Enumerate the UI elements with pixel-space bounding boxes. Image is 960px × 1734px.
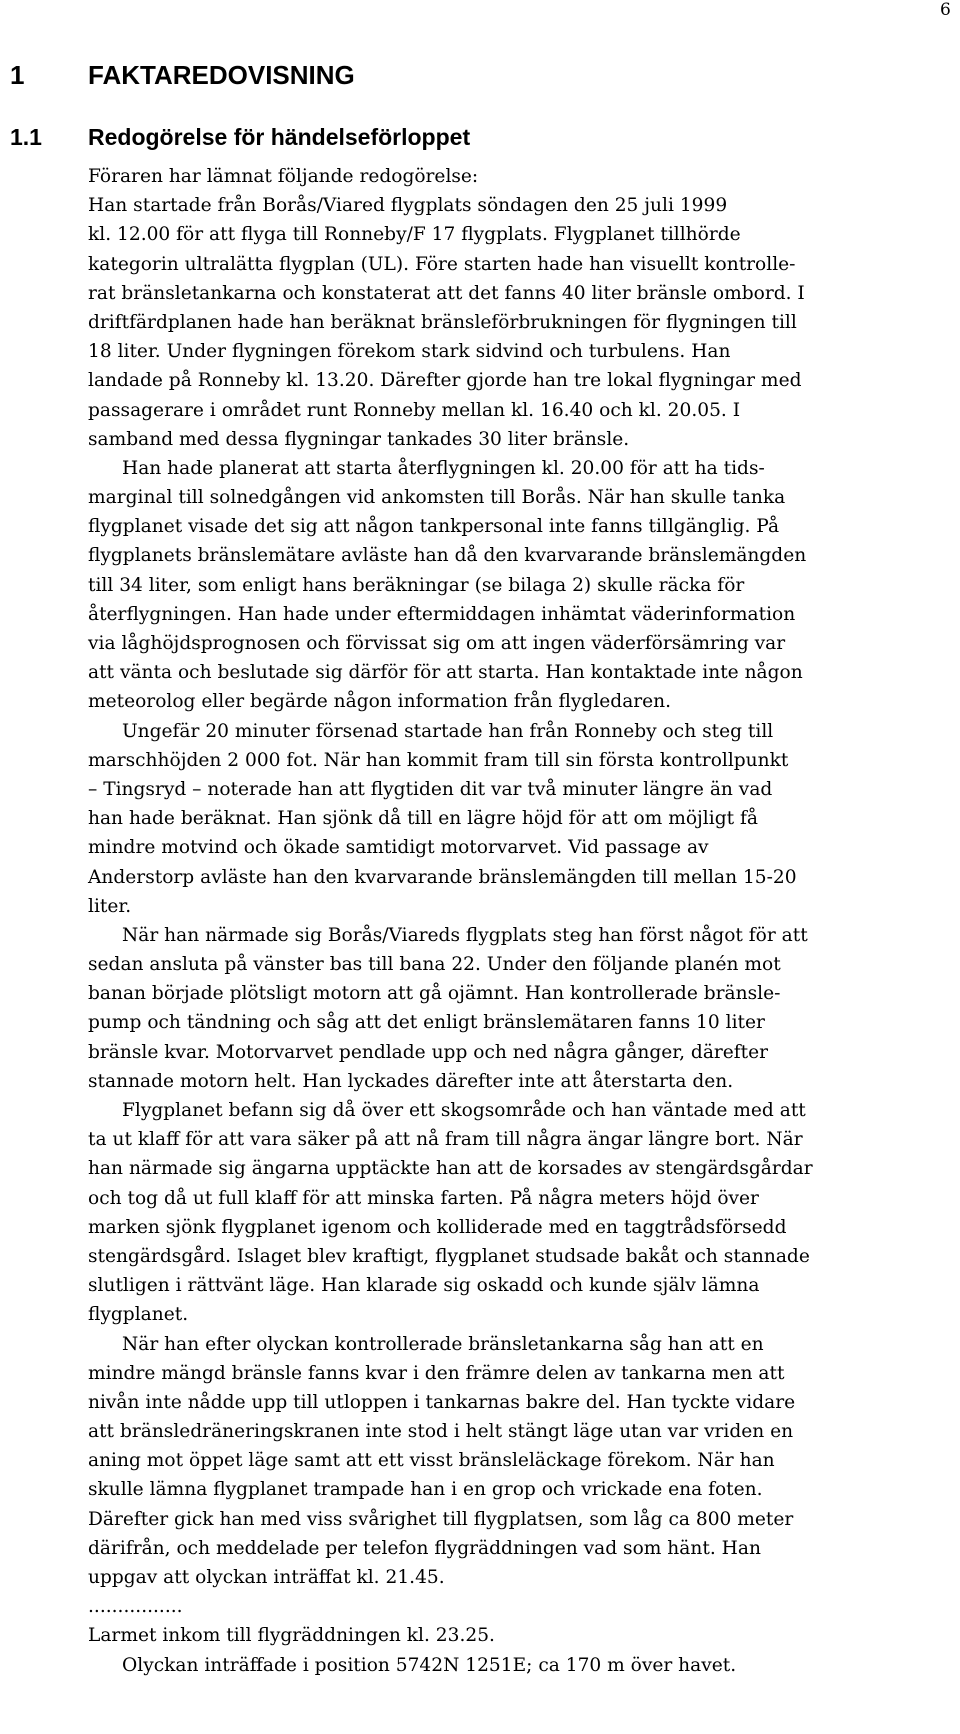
text-line: marginal till solnedgången vid ankomsten till Borås. När han skulle tanka bbox=[88, 487, 786, 509]
text-line: flygplanet visade det sig att någon tankpersonal inte fanns tillgänglig. På bbox=[88, 516, 780, 538]
text-line: han närmade sig ängarna upptäckte han att de korsades av stengärdsgårdar bbox=[88, 1158, 813, 1180]
text-line: samband med dessa flygningar tankades 30 liter bränsle. bbox=[88, 428, 630, 450]
text-line: När han efter olyckan kontrollerade bränsletankarna såg han att en bbox=[122, 1333, 764, 1355]
subsection-number: 1.1 bbox=[10, 124, 42, 150]
text-line: Ungefär 20 minuter försenad startade han från Ronneby och steg till bbox=[122, 720, 774, 742]
text-line: att vänta och beslutade sig därför för att starta. Han kontaktade inte någon bbox=[88, 662, 803, 684]
text-line: mindre motvind och ökade samtidigt motorvarvet. Vid passage av bbox=[88, 837, 709, 859]
text-line: nivån inte nådde upp till utloppen i tankarnas bakre del. Han tyckte vidare bbox=[88, 1391, 796, 1413]
text-line: Anderstorp avläste han den kvarvarande bränslemängden till mellan 15-20 bbox=[88, 866, 797, 888]
page-number: 6 bbox=[940, 0, 951, 20]
text-line: Olyckan inträffade i position 5742N 1251E; ca 170 m över havet. bbox=[122, 1654, 737, 1676]
text-line: Därefter gick han med viss svårighet till flygplatsen, som låg ca 800 meter bbox=[88, 1508, 794, 1530]
section-title: FAKTAREDOVISNING bbox=[88, 60, 355, 90]
text-line: därifrån, och meddelade per telefon flygräddningen vad som hänt. Han bbox=[88, 1537, 761, 1559]
text-line: driftfärdplanen hade han beräknat bränsleförbrukningen för flygningen till bbox=[88, 311, 797, 333]
text-line: När han närmade sig Borås/Viareds flygplats steg han först något för att bbox=[122, 924, 808, 946]
text-line: kategorin ultralätta flygplan (UL). Före starten hade han visuellt kontrolle- bbox=[88, 253, 796, 275]
text-line: Flygplanet befann sig då över ett skogsområde och han väntade med att bbox=[122, 1100, 806, 1121]
text-line: stannade motorn helt. Han lyckades därefter inte att återstarta den. bbox=[88, 1070, 734, 1092]
text-line: 18 liter. Under flygningen förekom stark sidvind och turbulens. Han bbox=[88, 341, 731, 363]
text-line: skulle lämna flygplanet trampade han i en grop och vrickade ena foten. bbox=[88, 1479, 763, 1501]
text-line: passagerare i området runt Ronneby mellan kl. 16.40 och kl. 20.05. I bbox=[88, 399, 741, 421]
text-line: och tog då ut full klaff för att minska farten. På några meters höjd över bbox=[88, 1187, 759, 1209]
subsection-title: Redogörelse för händelseförloppet bbox=[88, 124, 471, 150]
text-line: liter. bbox=[88, 895, 132, 917]
text-line: marken sjönk flygplanet igenom och kolliderade med en taggtrådsförsedd bbox=[88, 1216, 787, 1238]
text-line: Larmet inkom till flygräddningen kl. 23.25. bbox=[88, 1625, 495, 1647]
text-line: Föraren har lämnat följande redogörelse: bbox=[88, 166, 479, 187]
text-line: marschhöjden 2 000 fot. När han kommit fram till sin första kontrollpunkt bbox=[88, 749, 789, 771]
text-line: Han hade planerat att starta återflygningen kl. 20.00 för att ha tids- bbox=[122, 457, 765, 479]
text-line: landade på Ronneby kl. 13.20. Därefter gjorde han tre lokal flygningar med bbox=[88, 370, 802, 392]
body-text bbox=[88, 162, 954, 1680]
text-line: bränsle kvar. Motorvarvet pendlade upp och ned några gånger, därefter bbox=[88, 1041, 769, 1063]
text-line: slutligen i rättvänt läge. Han klarade sig oskadd och kunde själv lämna bbox=[88, 1275, 760, 1297]
text-line: banan började plötsligt motorn att gå ojämnt. Han kontrollerade bränsle- bbox=[88, 983, 781, 1005]
text-line: ................ bbox=[88, 1596, 183, 1618]
text-line: Han startade från Borås/Viared flygplats söndagen den 25 juli 1999 bbox=[88, 195, 728, 217]
text-line: mindre mängd bränsle fanns kvar i den främre delen av tankarna men att bbox=[88, 1362, 785, 1384]
text-line: rat bränsletankarna och konstaterat att det fanns 40 liter bränsle ombord. I bbox=[88, 282, 805, 304]
text-line: att bränsledräneringskranen inte stod i helt stängt läge utan var vriden en bbox=[88, 1421, 794, 1443]
text-line: flygplanet. bbox=[88, 1304, 189, 1326]
section-number: 1 bbox=[10, 60, 25, 90]
text-line: stengärdsgård. Islaget blev kraftigt, flygplanet studsade bakåt och stannade bbox=[88, 1245, 810, 1267]
text-line: meteorolog eller begärde någon information från flygledaren. bbox=[88, 691, 672, 713]
text-line: han hade beräknat. Han sjönk då till en lägre höjd för att om möjligt få bbox=[88, 808, 758, 830]
text-line: – Tingsryd – noterade han att flygtiden dit var två minuter längre än vad bbox=[88, 778, 773, 800]
text-line: pump och tändning och såg att det enligt bränslemätaren fanns 10 liter bbox=[88, 1012, 765, 1034]
text-line: kl. 12.00 för att flyga till Ronneby/F 17 flygplats. Flygplanet tillhörde bbox=[88, 224, 741, 246]
text-line: uppgav att olyckan inträffat kl. 21.45. bbox=[88, 1567, 445, 1588]
text-line: aning mot öppet läge samt att ett visst bränsleläckage förekom. När han bbox=[88, 1450, 775, 1472]
text-line: återflygningen. Han hade under eftermiddagen inhämtat väderinformation bbox=[88, 603, 796, 625]
text-line: via låghöjdsprognosen och förvissat sig om att ingen väderförsämring var bbox=[88, 633, 786, 654]
text-line: ta ut klaff för att vara säker på att nå fram till några ängar längre bort. När bbox=[88, 1129, 803, 1151]
text-line: till 34 liter, som enligt hans beräkningar (se bilaga 2) skulle räcka för bbox=[88, 574, 745, 596]
text-line: sedan ansluta på vänster bas till bana 22. Under den följande planén mot bbox=[88, 954, 781, 976]
section-heading bbox=[10, 60, 355, 91]
text-line: flygplanets bränslemätare avläste han då den kvarvarande bränslemängden bbox=[88, 545, 807, 567]
subsection-heading bbox=[10, 124, 470, 151]
